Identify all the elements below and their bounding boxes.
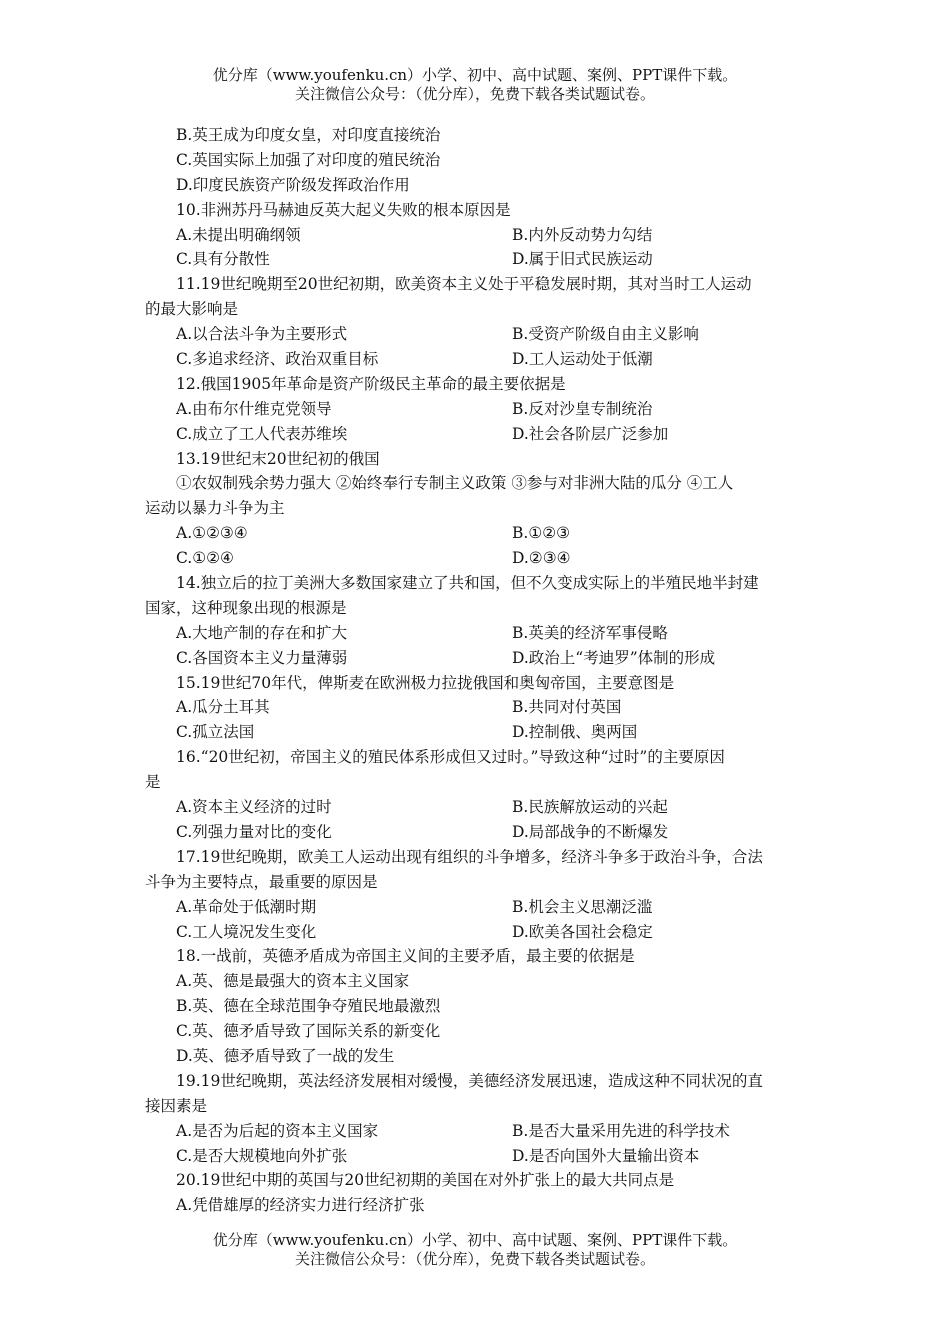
q14-options-ab — [145, 621, 815, 646]
question-list — [145, 123, 815, 1218]
q10-option-d: D.属于旧式民族运动 — [512, 250, 653, 269]
footer-line-1: 优分库（www.youfenku.cn）小学、初中、高中试题、案例、PPT课件下载。 — [212, 1231, 738, 1249]
page-footer — [0, 1231, 950, 1269]
q19-option-c: C.是否大规模地向外扩张 — [176, 1146, 348, 1165]
q16-option-b: B.民族解放运动的兴起 — [512, 798, 668, 817]
q16-option-c: C.列强力量对比的变化 — [176, 822, 332, 841]
q12-options-ab — [145, 397, 815, 422]
q14-stem-cont: 国家，这种现象出现的根源是 — [145, 598, 347, 617]
q17-option-d: D.欧美各国社会稳定 — [512, 922, 653, 941]
q16-stem: 16.“20世纪初，帝国主义的殖民体系形成但又过时。”导致这种“过时”的主要原因 — [176, 748, 725, 767]
q19-stem-cont: 接因素是 — [145, 1096, 208, 1115]
q14-option-b: B.英美的经济军事侵略 — [512, 623, 668, 642]
q19-option-a: A.是否为后起的资本主义国家 — [176, 1121, 379, 1140]
q13-option-b: B.①②③ — [512, 524, 571, 543]
q10-stem: 10.非洲苏丹马赫迪反英大起义失败的根本原因是 — [176, 200, 511, 219]
q13-option-c: C.①②④ — [176, 549, 234, 568]
q13-stem: 13.19世纪末20世纪初的俄国 — [176, 449, 380, 468]
q11-stem: 11.19世纪晚期至20世纪初期，欧美资本主义处于平稳发展时期，其对当时工人运动 — [176, 275, 752, 294]
q12-option-b: B.反对沙皇专制统治 — [512, 399, 653, 418]
q10-option-b: B.内外反动势力勾结 — [512, 225, 653, 244]
q12-option-a: A.由布尔什维克党领导 — [176, 399, 332, 418]
q11-options-cd — [145, 347, 815, 372]
q13-option-a: A.①②③④ — [176, 524, 248, 543]
q19-stem: 19.19世纪晚期，英法经济发展相对缓慢，美德经济发展迅速，造成这种不同状况的直 — [176, 1071, 763, 1090]
footer-line-2: 关注微信公众号：（优分库），免费下载各类试题试卷。 — [294, 1250, 655, 1268]
q14-stem: 14.独立后的拉丁美洲大多数国家建立了共和国，但不久变成实际上的半殖民地半封建 — [176, 574, 759, 593]
q15-option-a: A.瓜分土耳其 — [176, 698, 270, 717]
q14-option-c: C.各国资本主义力量薄弱 — [176, 648, 348, 667]
q17-option-c: C.工人境况发生变化 — [176, 922, 317, 941]
q16-option-d: D.局部战争的不断爆发 — [512, 822, 669, 841]
q13-option-d: D.②③④ — [512, 549, 571, 568]
q17-stem: 17.19世纪晚期，欧美工人运动出现有组织的斗争增多，经济斗争多于政治斗争，合法 — [176, 847, 763, 866]
q13-items: ①农奴制残余势力强大 ②始终奉行专制主义政策 ③参与对非洲大陆的瓜分 ④工人 — [176, 474, 734, 493]
q18-option-c: C.英、德矛盾导致了国际关系的新变化 — [176, 1022, 441, 1041]
q11-option-b: B.受资产阶级自由主义影响 — [512, 325, 699, 344]
q20-option-a: A.凭借雄厚的经济实力进行经济扩张 — [176, 1196, 425, 1215]
q15-options-ab — [145, 695, 815, 720]
page-header — [0, 66, 950, 104]
q13-options-cd — [145, 546, 815, 571]
q13-options-ab — [145, 521, 815, 546]
q17-option-a: A.革命处于低潮时期 — [176, 897, 317, 916]
q17-stem-cont: 斗争为主要特点，最重要的原因是 — [145, 872, 378, 891]
q16-options-cd — [145, 820, 815, 845]
q14-option-d: D.政治上“考迪罗”体制的形成 — [512, 648, 716, 667]
q18-option-d: D.英、德矛盾导致了一战的发生 — [176, 1046, 395, 1065]
q14-option-a: A.大地产制的存在和扩大 — [176, 623, 348, 642]
header-line-1: 优分库（www.youfenku.cn）小学、初中、高中试题、案例、PPT课件下载。 — [212, 66, 738, 84]
q10-option-a: A.未提出明确纲领 — [176, 225, 301, 244]
q15-stem: 15.19世纪70年代，俾斯麦在欧洲极力拉拢俄国和奥匈帝国，主要意图是 — [176, 673, 675, 692]
q15-options-cd — [145, 720, 815, 745]
q10-options-cd — [145, 247, 815, 272]
q19-options-ab — [145, 1119, 815, 1144]
q19-options-cd — [145, 1144, 815, 1169]
q16-stem-cont: 是 — [145, 773, 161, 792]
q9-option-c: C.英国实际上加强了对印度的殖民统治 — [176, 150, 441, 169]
q11-stem-cont: 的最大影响是 — [145, 300, 239, 319]
q10-options-ab — [145, 223, 815, 248]
q10-option-c: C.具有分散性 — [176, 250, 270, 269]
q20-stem: 20.19世纪中期的英国与20世纪初期的美国在对外扩张上的最大共同点是 — [176, 1171, 675, 1190]
q12-stem: 12.俄国1905年革命是资产阶级民主革命的最主要依据是 — [176, 374, 566, 393]
q19-option-b: B.是否大量采用先进的科学技术 — [512, 1121, 730, 1140]
q12-options-cd — [145, 422, 815, 447]
q11-option-a: A.以合法斗争为主要形式 — [176, 325, 348, 344]
q17-options-ab — [145, 895, 815, 920]
header-line-2: 关注微信公众号：（优分库），免费下载各类试题试卷。 — [294, 85, 655, 103]
q16-options-ab — [145, 795, 815, 820]
q17-options-cd — [145, 920, 815, 945]
q13-items-cont: 运动以暴力斗争为主 — [145, 499, 285, 518]
q9-option-b: B.英王成为印度女皇，对印度直接统治 — [176, 126, 441, 144]
q15-option-b: B.共同对付英国 — [512, 698, 622, 717]
q11-option-d: D.工人运动处于低潮 — [512, 350, 653, 369]
q15-option-d: D.控制俄、奥两国 — [512, 723, 638, 742]
q19-option-d: D.是否向国外大量输出资本 — [512, 1146, 700, 1165]
q18-stem: 18.一战前，英德矛盾成为帝国主义间的主要矛盾，最主要的依据是 — [176, 947, 635, 966]
q16-option-a: A.资本主义经济的过时 — [176, 798, 332, 817]
q17-option-b: B.机会主义思潮泛滥 — [512, 897, 653, 916]
q18-option-a: A.英、德是最强大的资本主义国家 — [176, 972, 410, 991]
q12-option-d: D.社会各阶层广泛参加 — [512, 424, 669, 443]
q11-options-ab — [145, 322, 815, 347]
q15-option-c: C.孤立法国 — [176, 723, 255, 742]
q11-option-c: C.多追求经济、政治双重目标 — [176, 350, 379, 369]
q18-option-b: B.英、德在全球范围争夺殖民地最激烈 — [176, 997, 441, 1016]
q14-options-cd — [145, 646, 815, 671]
q9-option-d: D.印度民族资产阶级发挥政治作用 — [176, 175, 410, 194]
q12-option-c: C.成立了工人代表苏维埃 — [176, 424, 348, 443]
